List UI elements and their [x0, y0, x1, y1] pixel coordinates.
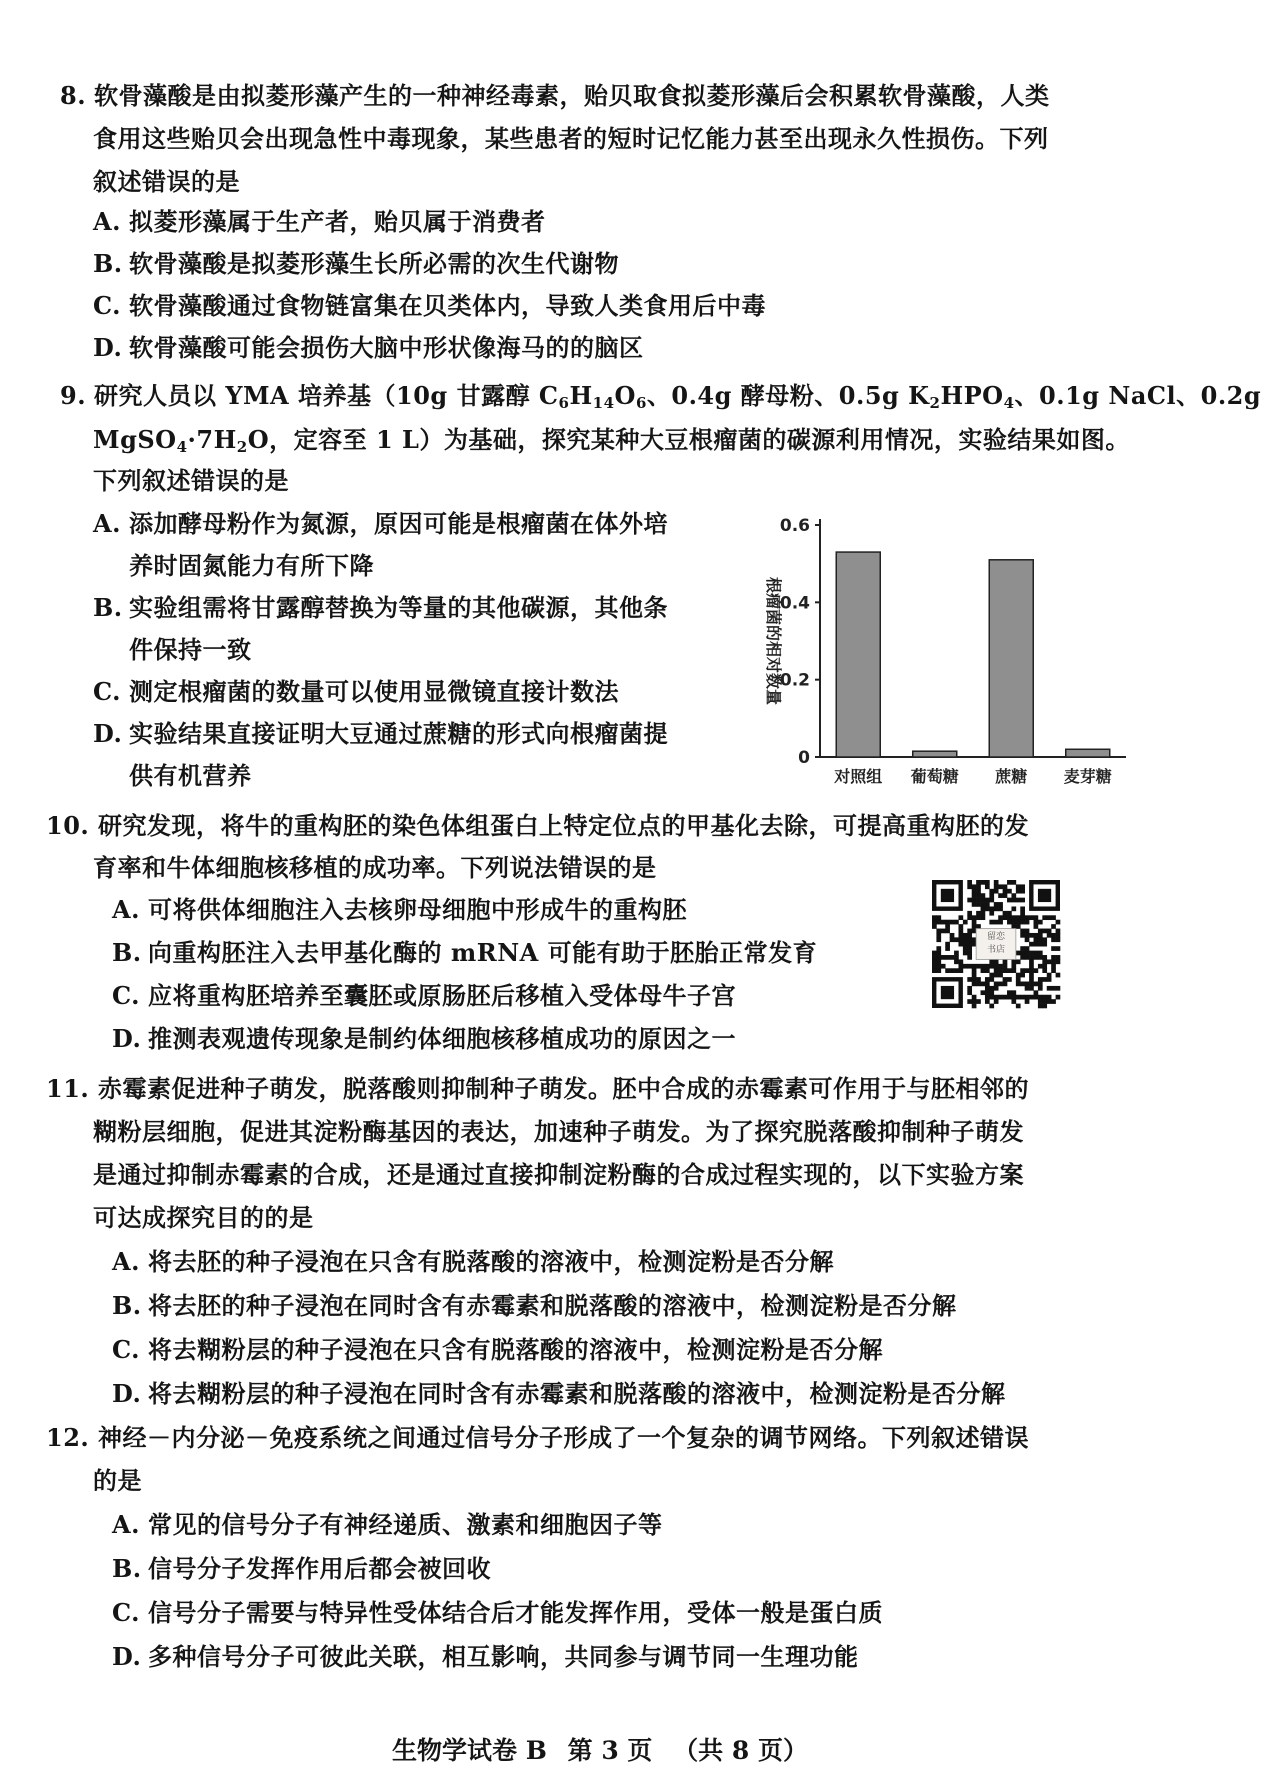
x-tick-label: 对照组 — [834, 767, 883, 786]
bar — [836, 552, 880, 757]
q9-stem-line-2: $MgSO_4\cdot 7H_2O$，定容至 1 L）为基础，探究某种大豆根瘤菌的碳源利用情况，实验结果如图。 — [93, 425, 1130, 456]
q9-option-b: B. 实验组需将甘露醇替换为等量的其他碳源，其他条 — [93, 593, 668, 622]
y-tick-label: 0.4 — [779, 593, 810, 614]
page-footer — [0, 1735, 1200, 1767]
q8-stem-line-2: 食用这些贻贝会出现急性中毒现象，某些患者的短时记忆能力甚至出现永久性损伤。下列 — [93, 124, 1049, 153]
bar — [913, 751, 957, 757]
qr-logo-text: 书店 — [986, 945, 1006, 955]
q9-option-a-cont: 养时固氮能力有所下降 — [129, 551, 374, 580]
qr-logo-text: 留恋 — [986, 932, 1006, 942]
q12-option-a: A. 常见的信号分子有神经递质、激素和细胞因子等 — [112, 1510, 663, 1539]
q10-stem-line-1: 10. 研究发现，将牛的重构胚的染色体组蛋白上特定位点的甲基化去除，可提高重构胚的发 — [46, 811, 1029, 840]
y-axis-label: 根瘤菌的相对数量 — [764, 576, 783, 706]
y-tick-label: 0 — [798, 748, 810, 768]
q12-stem-line-2: 的是 — [93, 1466, 142, 1495]
q10-option-d: D. 推测表观遗传现象是制约体细胞核移植成功的原因之一 — [112, 1024, 736, 1053]
q9-stem-line-3: 下列叙述错误的是 — [93, 466, 289, 495]
q8-option-b: B. 软骨藻酸是拟菱形藻生长所必需的次生代谢物 — [93, 249, 619, 278]
q9-stem-line-1: 9. 研究人员以 YMA 培养基（10g 甘露醇 $C_6H_{14}O_6$、0.4g 酵母粉、0.5g $K_2HPO_4$、0.1g NaCl、0.2g — [60, 381, 1261, 412]
q11-stem-line-3: 是通过抑制赤霉素的合成，还是通过直接抑制淀粉酶的合成过程实现的，以下实验方案 — [93, 1160, 1024, 1189]
q11-stem-line-2: 糊粉层细胞，促进其淀粉酶基因的表达，加速种子萌发。为了探究脱落酸抑制种子萌发 — [93, 1117, 1024, 1146]
q11-option-a: A. 将去胚的种子浸泡在只含有脱落酸的溶液中，检测淀粉是否分解 — [112, 1247, 834, 1276]
x-tick-label: 蔗糖 — [995, 767, 1028, 786]
q9-bar-chart — [740, 500, 1140, 790]
q9-number: 9. — [60, 381, 87, 410]
q8-option-a: A. 拟菱形藻属于生产者，贻贝属于消费者 — [93, 207, 546, 236]
q11-stem-line-1: 11. 赤霉素促进种子萌发，脱落酸则抑制种子萌发。胚中合成的赤霉素可作用于与胚相邻的 — [46, 1074, 1029, 1103]
bar — [989, 560, 1033, 757]
q11-option-c: C. 将去糊粉层的种子浸泡在只含有脱落酸的溶液中，检测淀粉是否分解 — [112, 1335, 883, 1364]
q10-option-c: C. 应将重构胚培养至囊胚或原肠胚后移植入受体母牛子宫 — [112, 981, 736, 1010]
y-tick-label: 0.6 — [779, 516, 810, 536]
q8-stem-line-1: 8. 软骨藻酸是由拟菱形藻产生的一种神经毒素，贻贝取食拟菱形藻后会积累软骨藻酸，人类 — [60, 81, 1050, 110]
q8-option-d: D. 软骨藻酸可能会损伤大脑中形状像海马的的脑区 — [93, 333, 644, 362]
q9-option-c: C. 测定根瘤菌的数量可以使用显微镜直接计数法 — [93, 677, 619, 706]
q10-option-a: A. 可将供体细胞注入去核卵母细胞中形成牛的重构胚 — [112, 895, 687, 924]
q12-number: 12. — [46, 1423, 90, 1452]
q10-number: 10. — [46, 811, 90, 840]
q10-option-b: B. 向重构胚注入去甲基化酶的 mRNA 可能有助于胚胎正常发育 — [112, 938, 818, 967]
footer-subject: 生物学试卷 B — [392, 1736, 547, 1765]
q11-stem-line-4: 可达成探究目的的是 — [93, 1203, 314, 1232]
q12-option-d: D. 多种信号分子可彼此关联，相互影响，共同参与调节同一生理功能 — [112, 1642, 859, 1671]
q9-option-d: D. 实验结果直接证明大豆通过蔗糖的形式向根瘤菌提 — [93, 719, 668, 748]
q9-option-d-cont: 供有机营养 — [129, 761, 252, 790]
q8-stem-line-3: 叙述错误的是 — [93, 167, 240, 196]
q12-option-b: B. 信号分子发挥作用后都会被回收 — [112, 1554, 491, 1583]
q9-option-b-cont: 件保持一致 — [129, 635, 252, 664]
x-tick-label: 葡萄糖 — [910, 767, 959, 786]
y-tick-label: 0.2 — [779, 670, 810, 691]
q12-option-c: C. 信号分子需要与特异性受体结合后才能发挥作用，受体一般是蛋白质 — [112, 1598, 883, 1627]
q8-option-c: C. 软骨藻酸通过食物链富集在贝类体内，导致人类食用后中毒 — [93, 291, 766, 320]
qr-code — [932, 880, 1060, 1008]
q9-option-a: A. 添加酵母粉作为氮源，原因可能是根瘤菌在体外培 — [93, 509, 668, 538]
q11-option-b: B. 将去胚的种子浸泡在同时含有赤霉素和脱落酸的溶液中，检测淀粉是否分解 — [112, 1291, 957, 1320]
q11-number: 11. — [46, 1074, 90, 1103]
q8-number: 8. — [60, 81, 87, 110]
x-tick-label: 麦芽糖 — [1063, 767, 1112, 786]
footer-total: （共 8 页） — [673, 1736, 808, 1765]
q12-stem-line-1: 12. 神经－内分泌－免疫系统之间通过信号分子形成了一个复杂的调节网络。下列叙述错误 — [46, 1423, 1029, 1452]
q11-option-d: D. 将去糊粉层的种子浸泡在同时含有赤霉素和脱落酸的溶液中，检测淀粉是否分解 — [112, 1379, 1006, 1408]
footer-page: 第 3 页 — [567, 1736, 653, 1765]
bar — [1066, 749, 1110, 757]
q10-stem-line-2: 育率和牛体细胞核移植的成功率。下列说法错误的是 — [93, 853, 657, 882]
